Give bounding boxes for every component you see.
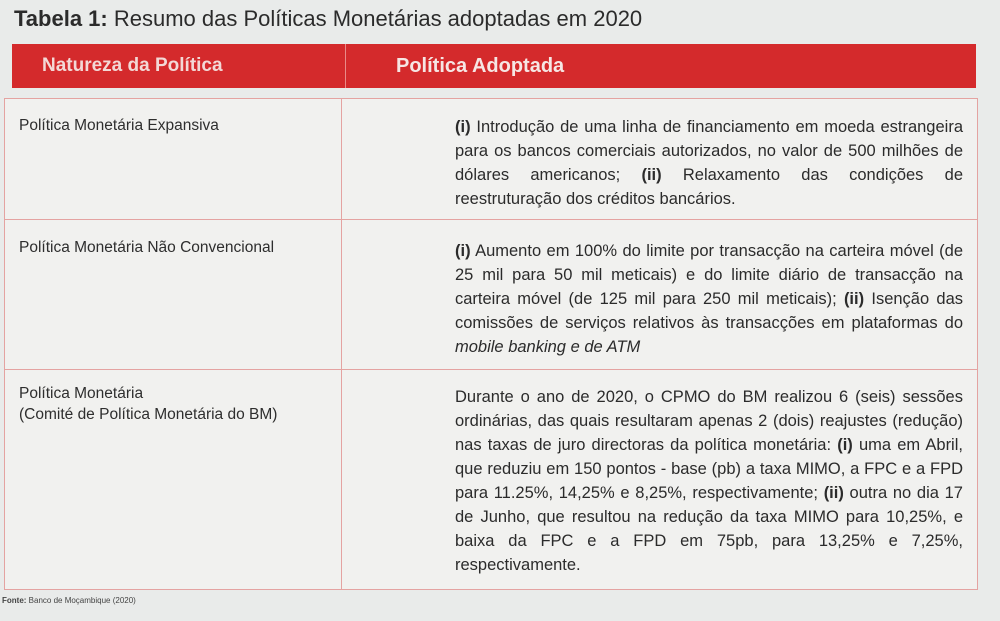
policy-text-segment: outra no dia 17 de Junho, que resultou na redução da taxa MIMO para 10,25%, e baixa da FPC e a FPD em 75pb, para 13,25% e 7,25%, respectivamente.: [455, 484, 963, 574]
policy-text-segment: mobile banking e de ATM: [455, 338, 641, 356]
source-note: [2, 596, 136, 605]
header-col-policy: Política Adoptada: [396, 54, 565, 77]
policy-text-segment: (ii): [641, 166, 662, 184]
policy-text-segment: uma em Abril, que reduziu em 150 pontos - base (pb) a taxa MIMO, a FPC e a FPD para 11.25%, 14,25% e 8,25%, respectivamente;: [455, 436, 963, 502]
table-title-label: Tabela 1:: [14, 6, 108, 31]
nature-line: Política Monetária: [19, 385, 144, 402]
source-label: Fonte:: [2, 596, 27, 605]
policy-text-segment: (i): [455, 242, 471, 260]
policy-text-segment: (ii): [823, 484, 844, 502]
nature-cell: [19, 383, 277, 425]
policy-cell: [455, 385, 963, 577]
table-header: [12, 44, 976, 88]
policy-table: [4, 98, 978, 590]
policy-text-segment: Introdução de uma linha de financiamento em moeda estrangeira para os bancos comerciais autorizados, no valor de 500 milhões de dólares americanos;: [455, 118, 963, 184]
table-row: [5, 219, 977, 370]
policy-text-segment: Aumento em 100% do limite por transacção na carteira móvel (de 25 mil para 50 mil meticais) e do limite diário de transacção na carteira móvel (de 125 mil para 250 mil meticais);: [455, 242, 963, 308]
table-title: [14, 6, 642, 32]
policy-text-segment: Isenção das comissões de serviços relativos às transacções em plataformas do: [455, 290, 963, 332]
nature-line: (Comité de Política Monetária do BM): [19, 406, 278, 423]
policy-text-segment: (i): [837, 436, 853, 454]
nature-cell: Política Monetária Não Convencional: [19, 239, 275, 256]
policy-cell: [455, 239, 963, 359]
table-row: [5, 369, 977, 591]
policy-text-segment: (ii): [843, 290, 865, 308]
policy-text-segment: Relaxamento das condições de reestruturação dos créditos bancários.: [455, 166, 963, 208]
policy-text-segment: (i): [455, 118, 471, 136]
table-row: [5, 99, 977, 220]
policy-text-segment: Durante o ano de 2020, o CPMO do BM realizou 6 (seis) sessões ordinárias, das quais resultaram apenas 2 (dois) reajustes (redução) nas taxas de juro directoras da política monetária:: [455, 388, 963, 454]
table-title-text: Resumo das Políticas Monetárias adoptadas em 2020: [107, 6, 643, 31]
header-col-nature: Natureza da Política: [12, 44, 346, 88]
nature-cell: Política Monetária Expansiva: [19, 117, 219, 134]
source-text: Banco de Moçambique (2020): [26, 596, 136, 605]
policy-cell: [455, 115, 963, 211]
